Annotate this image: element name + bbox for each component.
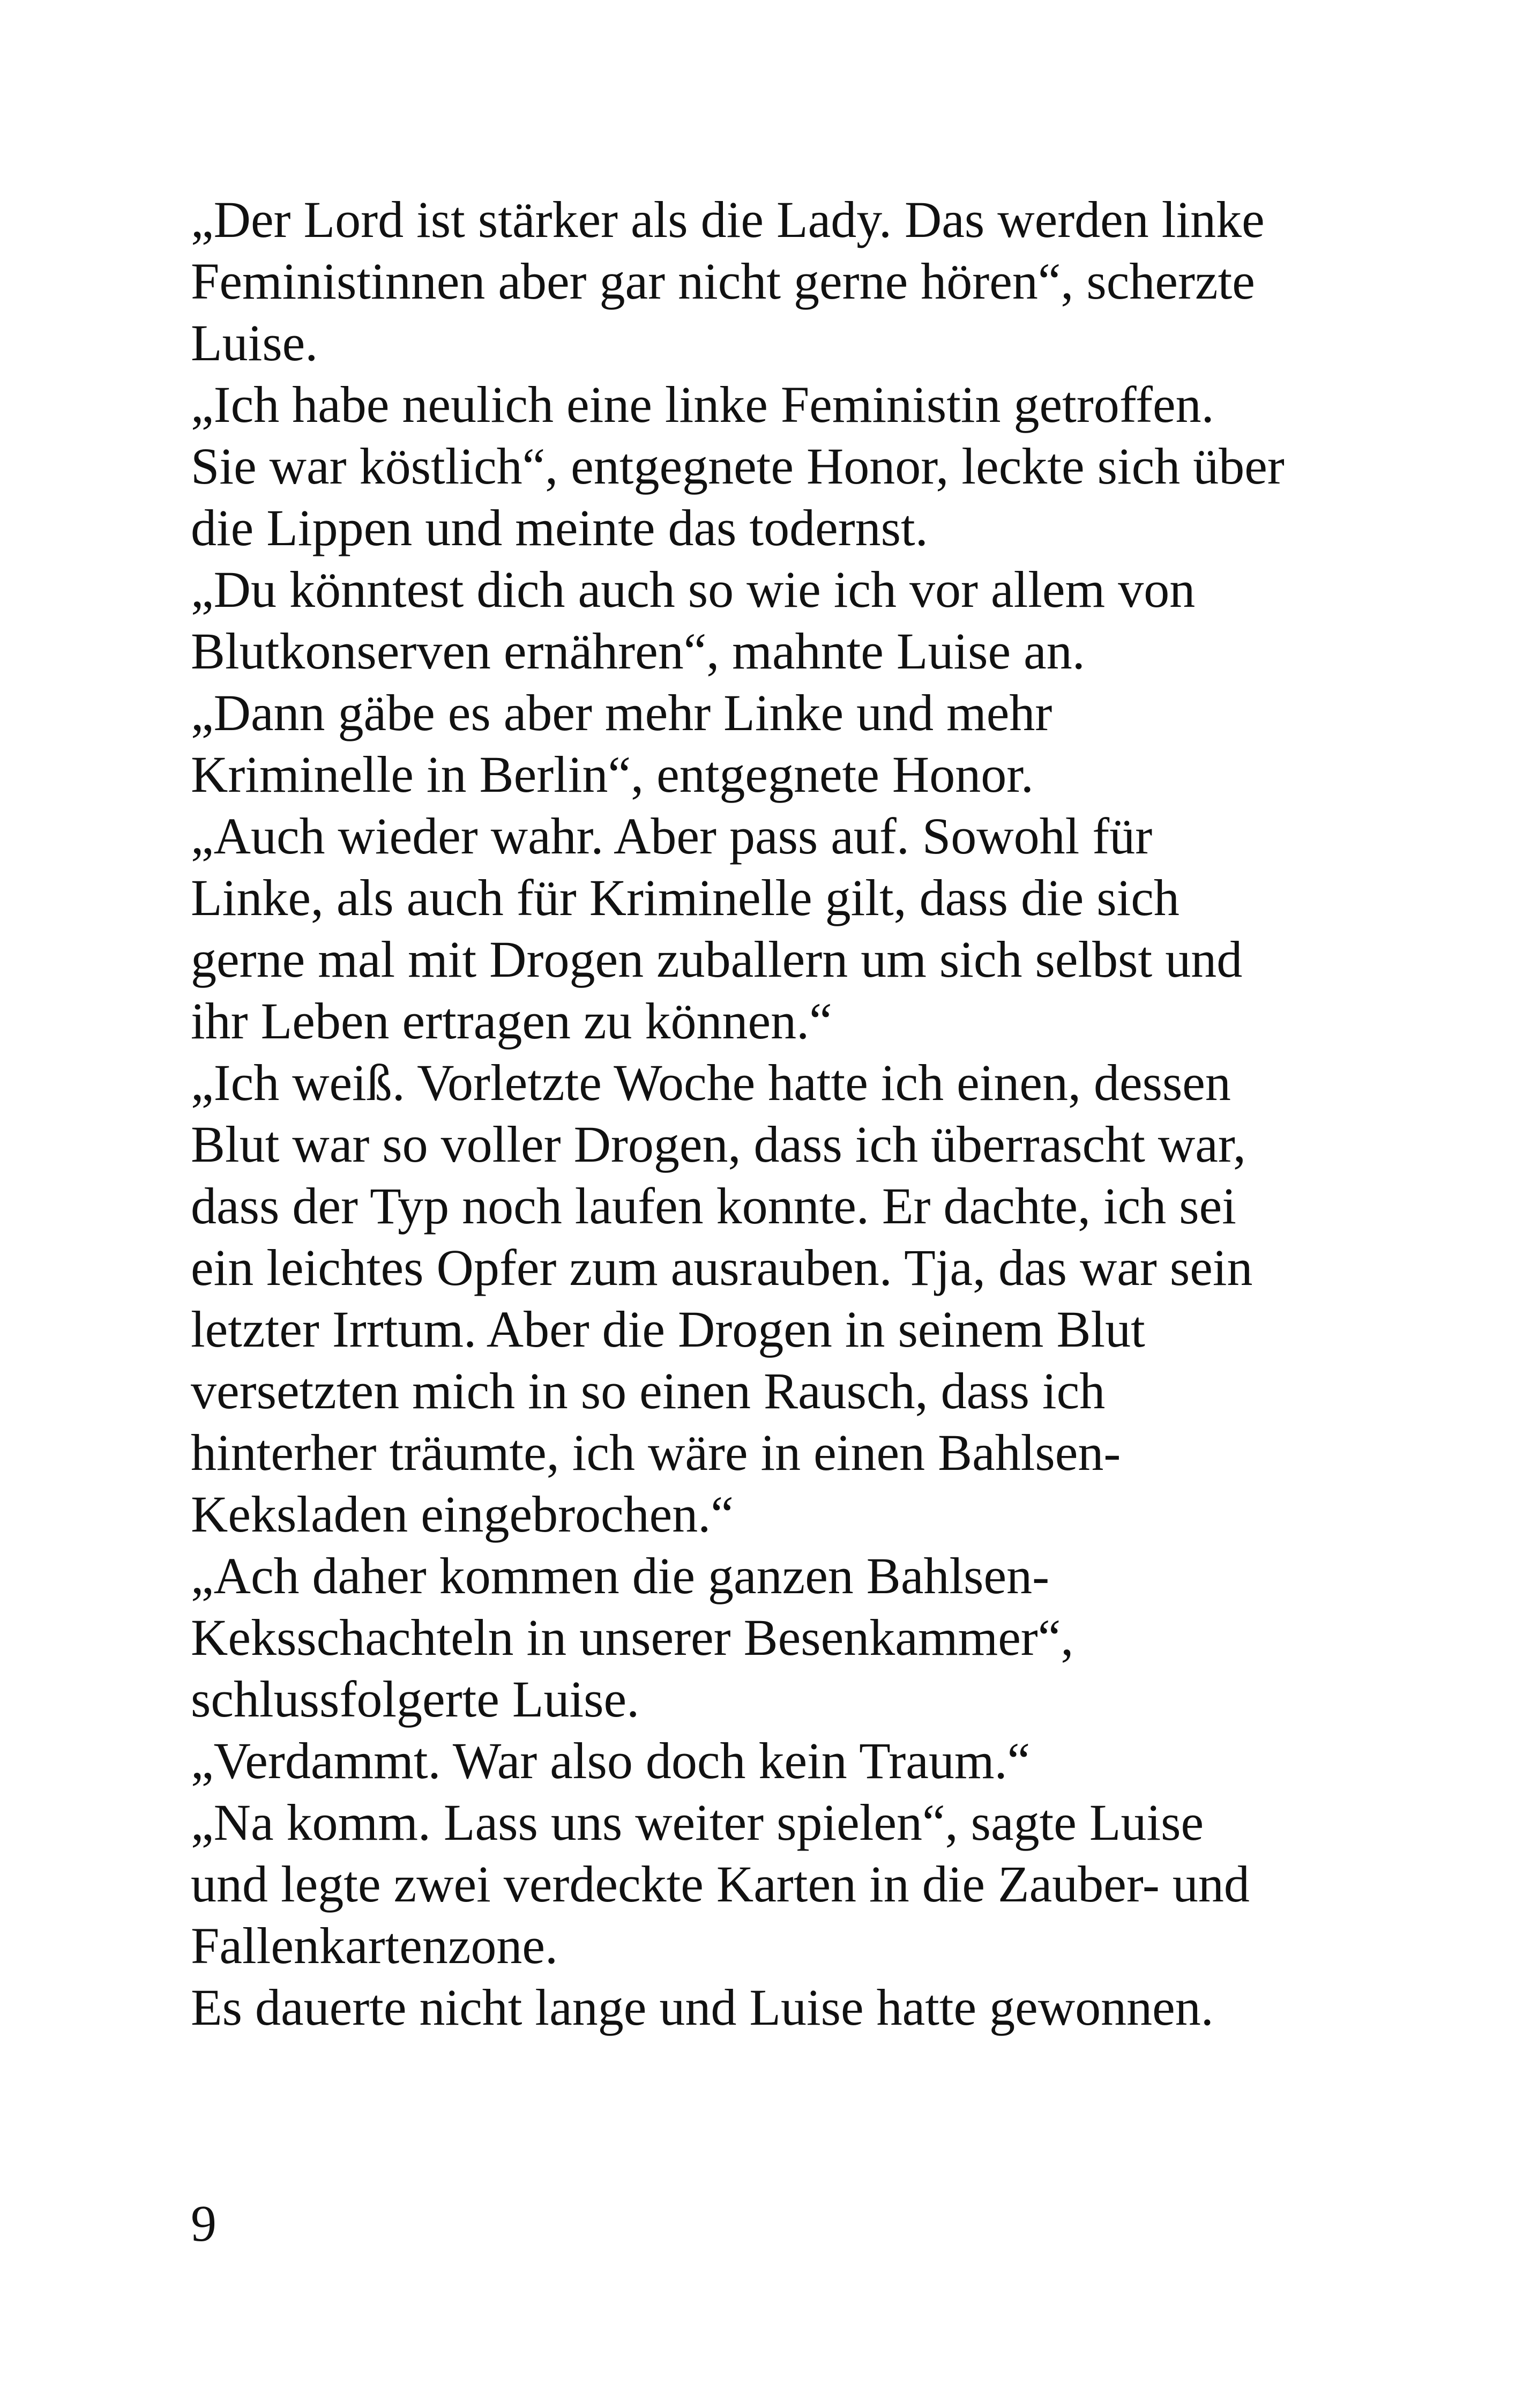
- text-line: „Na komm. Lass uns weiter spielen“, sagte Luise: [191, 1794, 1204, 1851]
- text-line: Keksladen eingebrochen.“: [191, 1485, 734, 1543]
- text-line: „Ich weiß. Vorletzte Woche hatte ich einen, dessen: [191, 1054, 1231, 1111]
- text-line: ihr Leben ertragen zu können.“: [191, 992, 832, 1050]
- text-line: „Ach daher kommen die ganzen Bahlsen-: [191, 1547, 1050, 1604]
- body-text: [191, 189, 1397, 2038]
- text-line: dass der Typ noch laufen konnte. Er dachte, ich sei: [191, 1177, 1236, 1235]
- text-line: und legte zwei verdeckte Karten in die Zauber- und: [191, 1855, 1250, 1913]
- text-line: gerne mal mit Drogen zuballern um sich selbst und: [191, 931, 1243, 988]
- text-line: Fallenkartenzone.: [191, 1917, 558, 1974]
- text-line: ein leichtes Opfer zum ausrauben. Tja, das war sein: [191, 1239, 1253, 1296]
- text-line: „Ich habe neulich eine linke Feministin getroffen.: [191, 376, 1214, 433]
- text-line: letzter Irrtum. Aber die Drogen in seinem Blut: [191, 1300, 1145, 1358]
- text-line: „Dann gäbe es aber mehr Linke und mehr: [191, 684, 1052, 741]
- text-line: „Verdammt. War also doch kein Traum.“: [191, 1732, 1031, 1789]
- text-line: Es dauerte nicht lange und Luise hatte gewonnen.: [191, 1979, 1214, 2036]
- text-line: die Lippen und meinte das todernst.: [191, 499, 928, 556]
- text-line: Sie war köstlich“, entgegnete Honor, leckte sich über: [191, 437, 1285, 495]
- text-line: „Du könntest dich auch so wie ich vor allem von: [191, 561, 1196, 618]
- text-line: Luise.: [191, 314, 318, 371]
- text-line: Feministinnen aber gar nicht gerne hören“, scherzte: [191, 252, 1255, 310]
- text-line: „Auch wieder wahr. Aber pass auf. Sowohl für: [191, 807, 1153, 865]
- text-line: versetzten mich in so einen Rausch, dass ich: [191, 1362, 1106, 1419]
- text-line: „Der Lord ist stärker als die Lady. Das werden linke: [191, 191, 1265, 248]
- text-line: Linke, als auch für Kriminelle gilt, dass die sich: [191, 869, 1179, 926]
- text-line: Keksschachteln in unserer Besenkammer“,: [191, 1609, 1074, 1666]
- text-line: hinterher träumte, ich wäre in einen Bahlsen-: [191, 1424, 1121, 1481]
- text-line: Blut war so voller Drogen, dass ich überrascht war,: [191, 1116, 1246, 1173]
- text-line: schlussfolgerte Luise.: [191, 1670, 640, 1728]
- page-number: 9: [191, 2195, 216, 2252]
- text-line: Blutkonserven ernähren“, mahnte Luise an.: [191, 622, 1085, 680]
- text-line: Kriminelle in Berlin“, entgegnete Honor.: [191, 746, 1034, 803]
